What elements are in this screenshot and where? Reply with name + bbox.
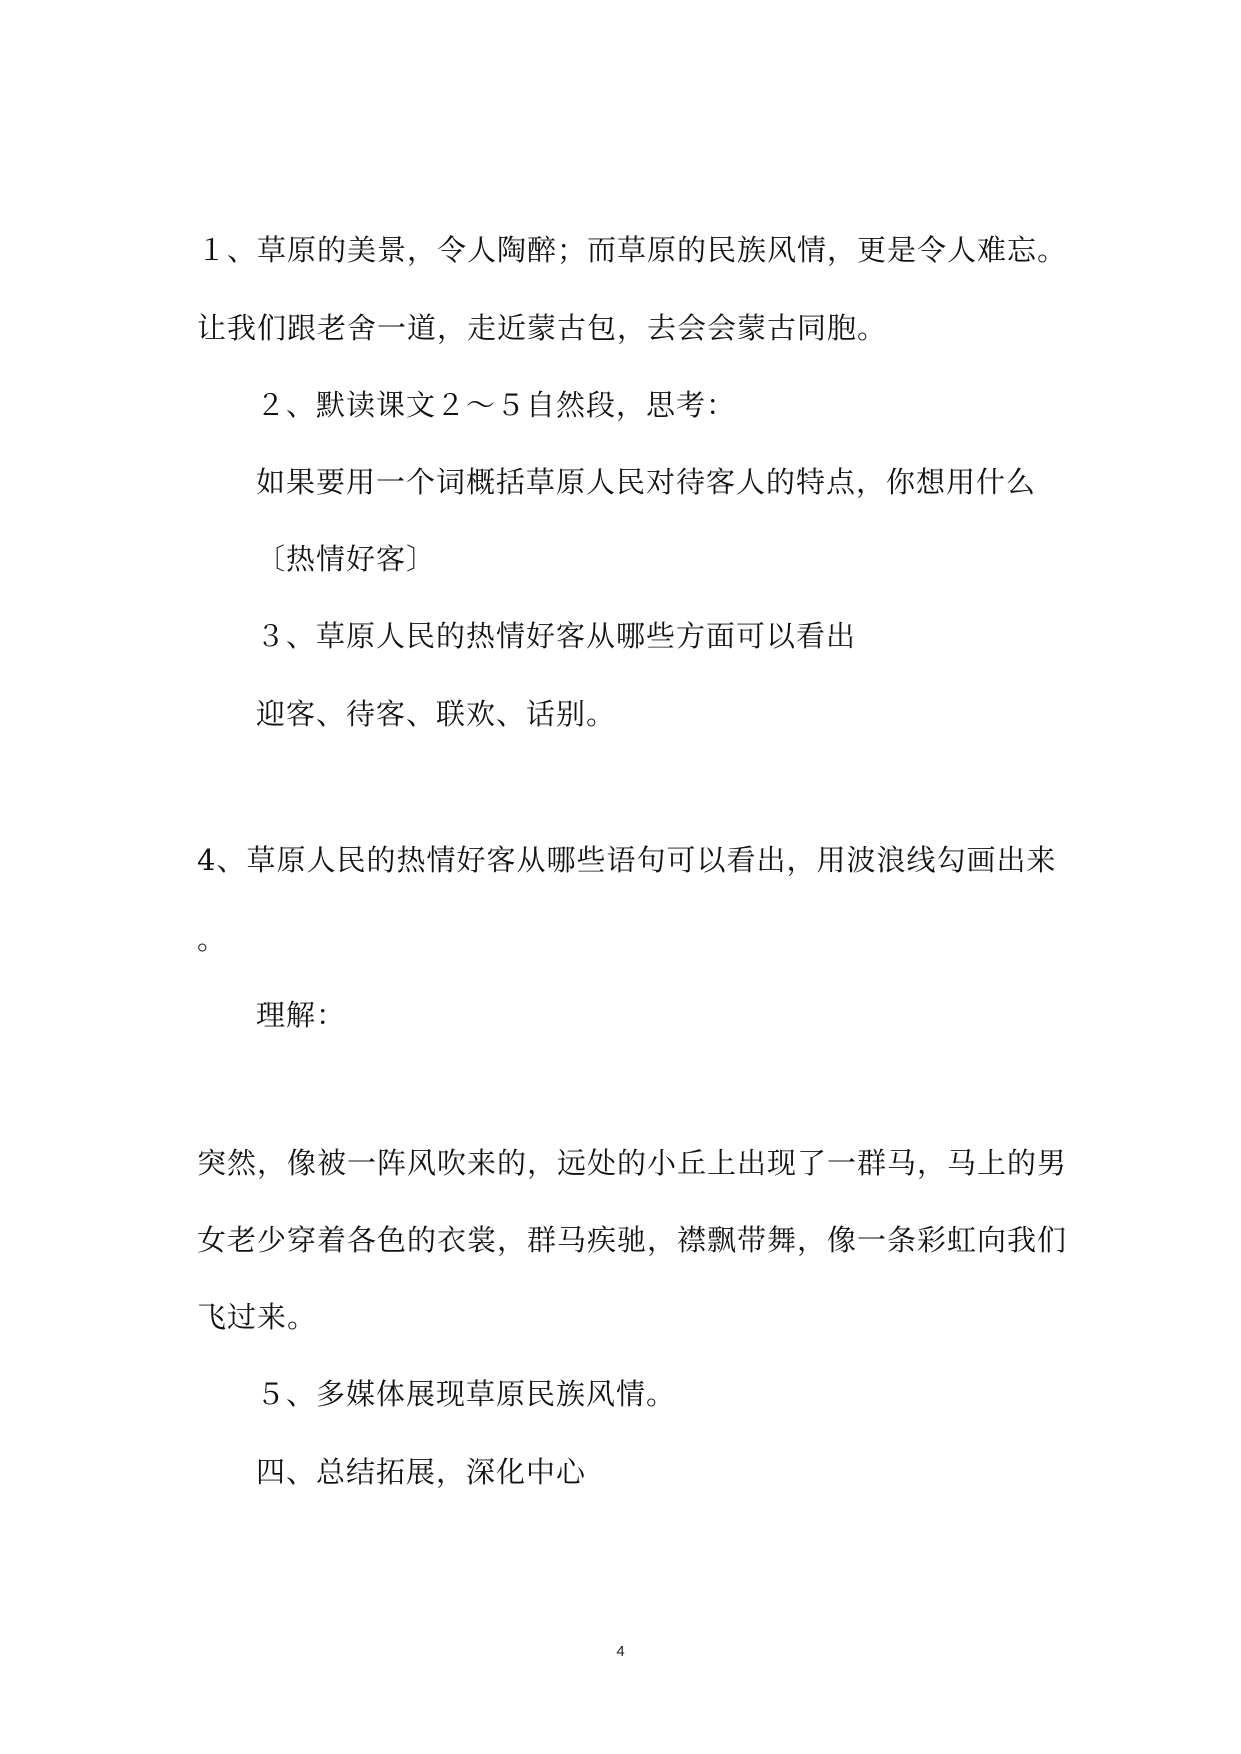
paragraph-line: １、草原的美景，令人陶醉；而草原的民族风情，更是令人难忘。 (197, 233, 1068, 267)
paragraph-line: 飞过来。 (197, 1300, 318, 1334)
paragraph-line: ５、多媒体展现草原民族风情。 (256, 1377, 677, 1411)
paragraph-line: 如果要用一个词概括草原人民对待客人的特点，你想用什么 (256, 465, 1037, 499)
paragraph-line: 〔热情好客〕 (256, 542, 437, 576)
paragraph-line: 女老少穿着各色的衣裳，群马疾驰，襟飘带舞，像一条彩虹向我们 (197, 1223, 1068, 1257)
paragraph-line: 四、总结拓展，深化中心 (256, 1455, 587, 1489)
paragraph-line: 4、草原人民的热情好客从哪些语句可以看出，用波浪线勾画出来 (197, 843, 1057, 877)
paragraph-line: 。 (197, 922, 228, 956)
page-number: 4 (616, 1643, 625, 1660)
paragraph-line: 突然，像被一阵风吹来的，远处的小丘上出现了一群马，马上的男 (197, 1146, 1068, 1180)
paragraph-line: ３、草原人民的热情好客从哪些方面可以看出 (256, 619, 857, 653)
paragraph-line: 让我们跟老舍一道，走近蒙古包，去会会蒙古同胞。 (197, 311, 888, 345)
paragraph-line: 迎客、待客、联欢、话别。 (256, 697, 617, 731)
paragraph-line: ２、默读课文２～５自然段，思考： (256, 388, 737, 422)
paragraph-line: 理解： (256, 998, 347, 1032)
